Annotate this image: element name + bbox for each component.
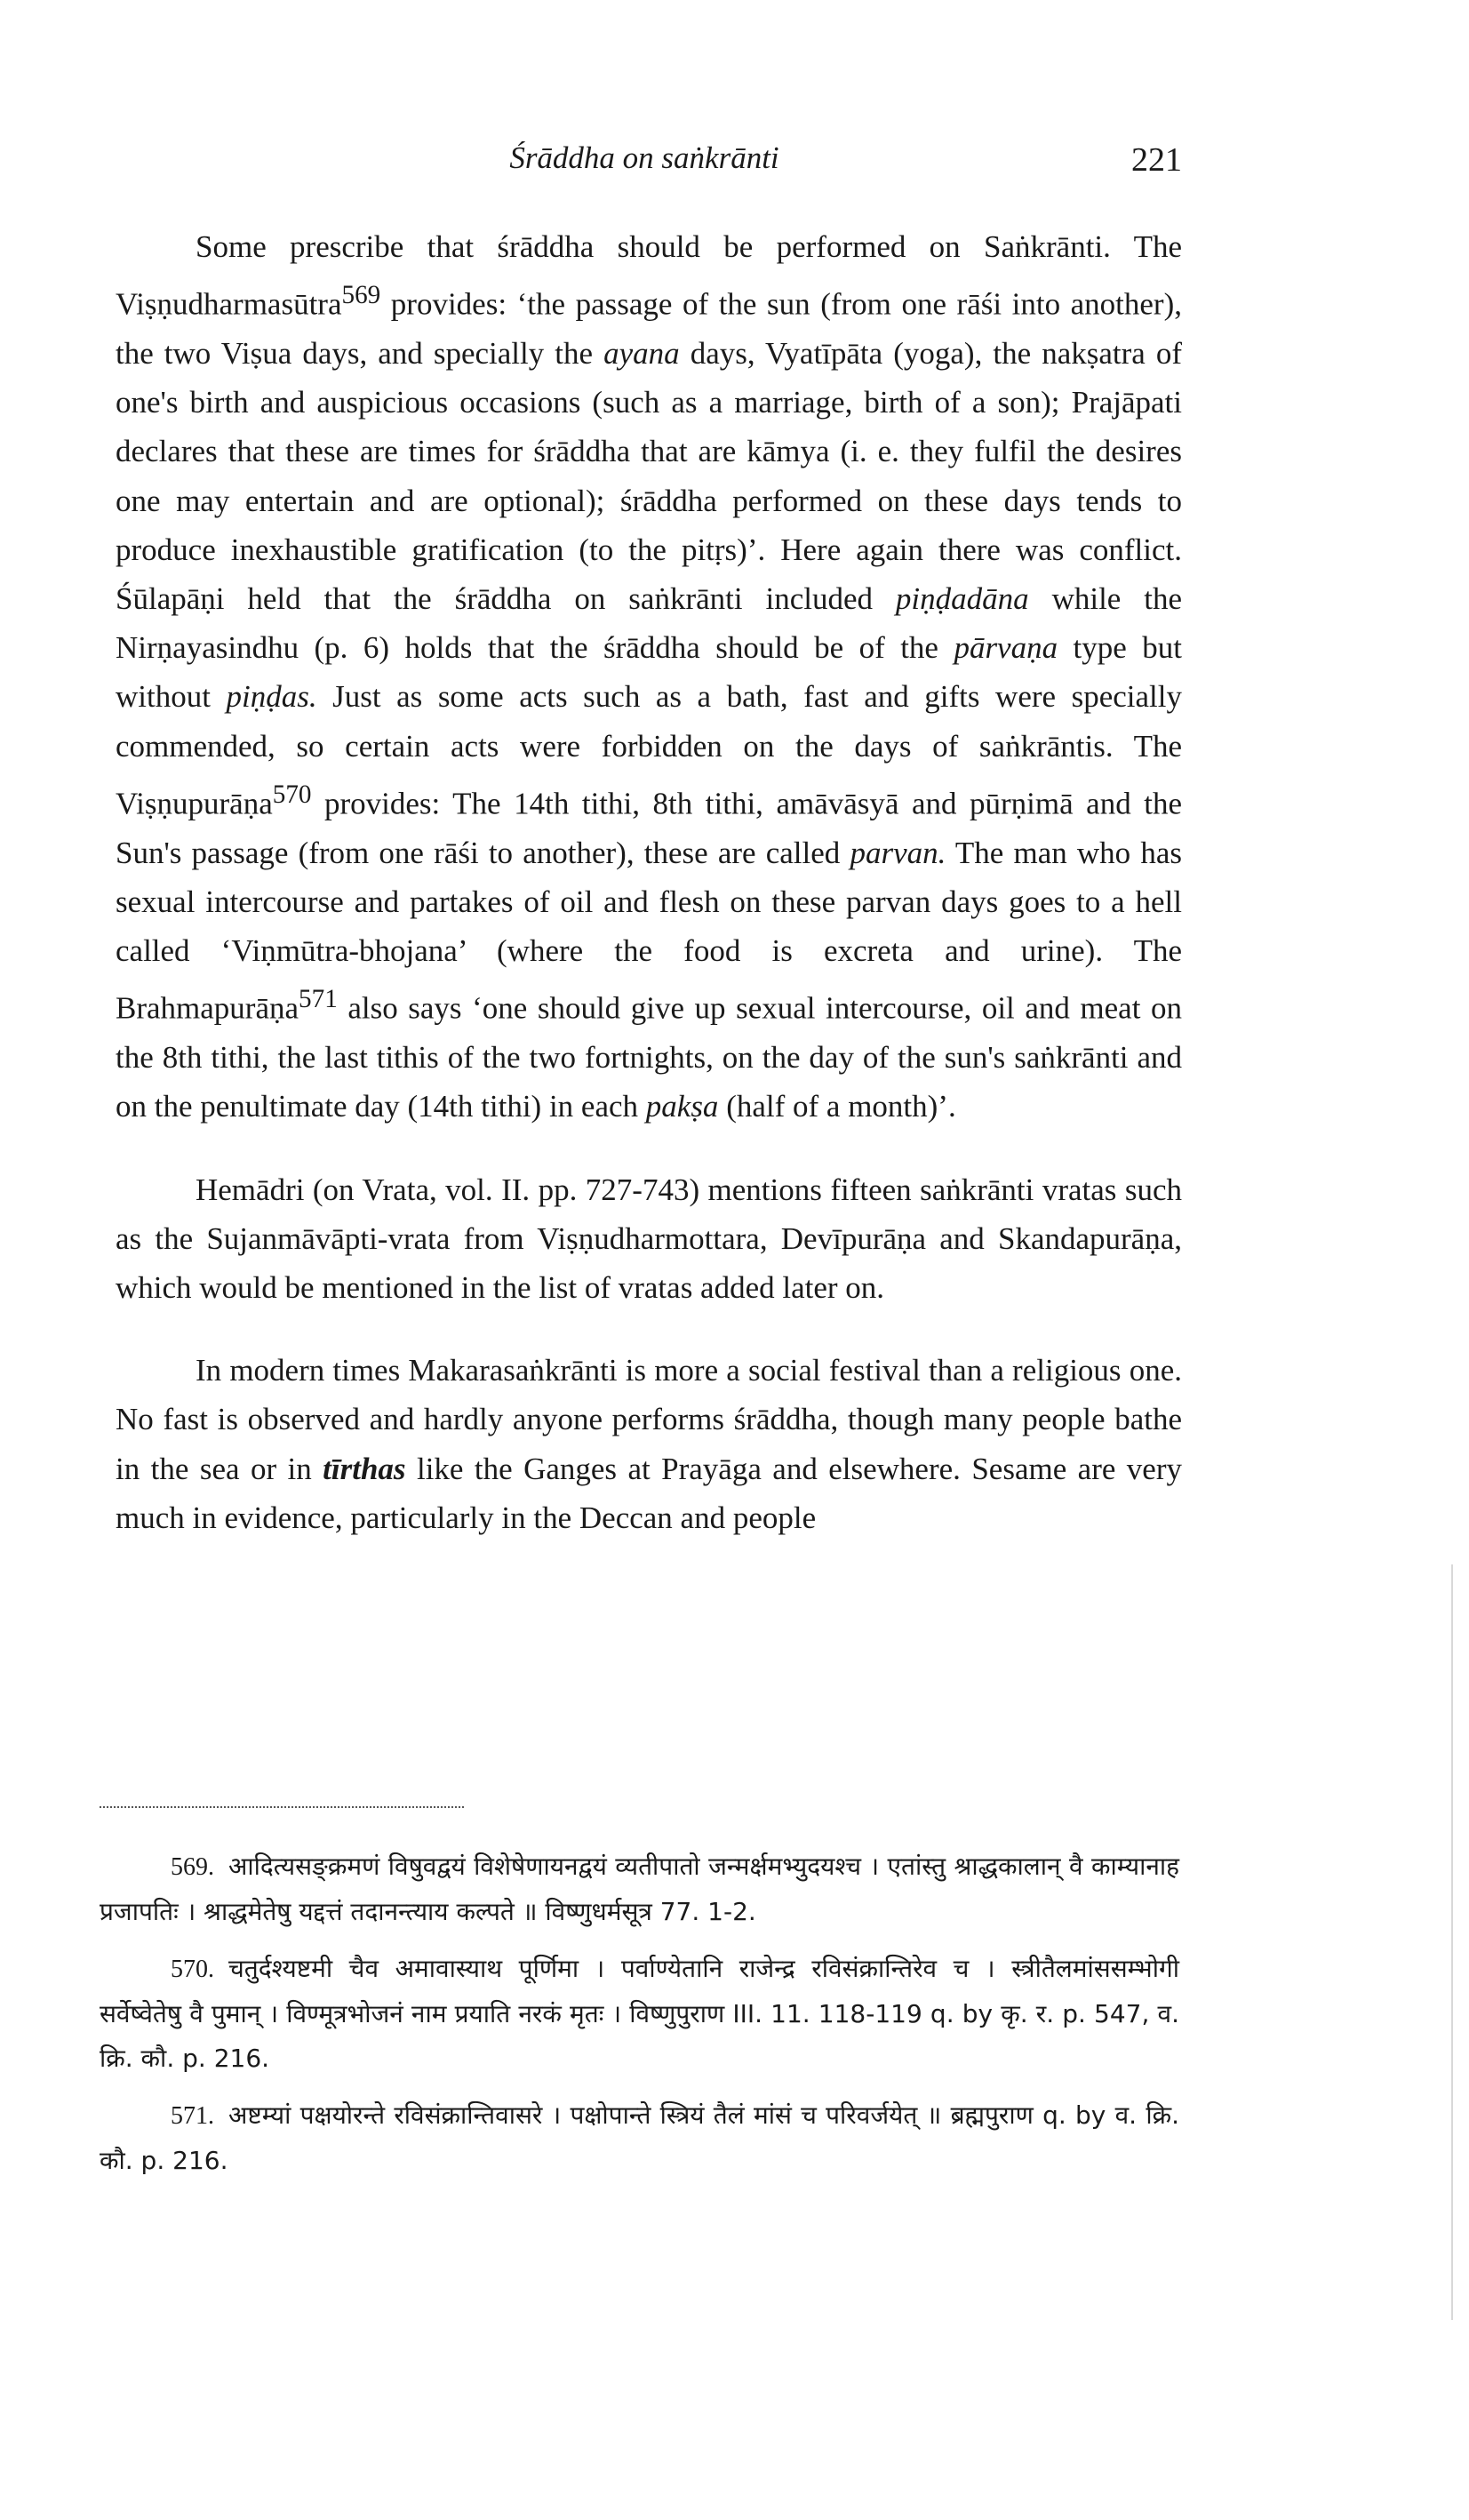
italic-term: tīrthas (323, 1451, 406, 1486)
italic-term: pakṣa (645, 1089, 719, 1124)
text-run: The man who has sexual intercourse and partakes of oil and flesh on these parvan days goes to a hell called ‘Viṇmūtra-bhojana’ (where the food is excreta and urine). The Brahmapurāṇa (116, 835, 1183, 1027)
text-run: like the Ganges at Prayāga and elsewhere. Sesame are very much in evidence, particularly in the Deccan and people (116, 1451, 1182, 1535)
footnote-text: अष्टम्यां पक्षयोरन्ते रविसंक्रान्तिवासरे । पक्षोपान्ते स्त्रियं तैलं मांसं च परिवर्जयेत् ॥ ब्रह्मपुराण q. by व. क्रि. कौ. p. 216. (100, 2100, 1179, 2175)
text-run: Hemādri (on Vrata, vol. II. pp. 727-743) mentions fifteen saṅkrānti vratas such as the Sujanmāvāpti-vrata from Viṣṇudharmottara, Devīpurāṇa and Skandapurāṇa, which would be mentioned in the list of vratas added later on. (116, 1172, 1182, 1306)
italic-term: ayana (603, 336, 680, 372)
text-run: provides: ‘the passage of the sun (from one rāśi into another), the two Viṣua days, and specially the (116, 286, 1182, 372)
paragraph (116, 222, 1182, 1132)
text-run: provides: The 14th tithi, 8th tithi, amāvāsyā and pūrṇimā and the Sun's passage (from one rāśi to another), these are called (116, 786, 1182, 870)
footnote-number: 571. (171, 2102, 214, 2130)
italic-term: parvan. (850, 835, 946, 870)
page-number: 221 (1131, 141, 1182, 179)
scan-edge-line (1451, 1564, 1453, 2320)
text-run: Some prescribe that śrāddha should be performed on Saṅkrānti. The Viṣṇudharmasūtra (116, 229, 1182, 322)
footnote-reference: 570 (272, 780, 312, 809)
running-title: Śrāddha on saṅkrānti (509, 140, 779, 175)
footnote-reference: 571 (299, 985, 338, 1014)
footnote-570 (100, 1947, 1179, 2081)
paragraph (116, 1165, 1182, 1313)
italic-term: piṇḍas. (226, 679, 317, 715)
footnote-divider (100, 1797, 464, 1808)
text-run: days, Vyatīpāta (yoga), the nakṣatra of one's birth and auspicious occasions (such as a marriage, birth of a son); Prajāpati declares that these are times for śrāddha that are kāmya (i. e. they fulfil the desires one may entertain and are optional); śrāddha performed on these days tends to produce inexhaustible gratification (to the pitṛs)’. Here again there was conflict. Śūlapāṇi held that the śrāddha on saṅkrānti included (116, 336, 1182, 617)
text-run: while the Nirṇayasindhu (p. 6) holds that the śrāddha should be of the (116, 581, 1182, 666)
footnotes (100, 1844, 1179, 2196)
footnote-571 (100, 2093, 1179, 2183)
footnote-number: 570. (171, 1956, 214, 1983)
main-text (116, 222, 1182, 1542)
footnote-reference: 569 (341, 281, 381, 310)
footnote-number: 569. (171, 1853, 214, 1881)
text-run: Just as some acts such as a bath, fast and gifts were specially commended, so certain acts were forbidden on the days of saṅkrāntis. The Viṣṇupurāṇa (116, 679, 1182, 821)
text-run: (half of a month)’. (718, 1089, 956, 1124)
footnote-569 (100, 1844, 1179, 1934)
text-run: type but without (116, 630, 1182, 715)
footnote-text: चतुर्दश्यष्टमी चैव अमावास्याथ पूर्णिमा । पर्वाण्येतानि राजेन्द्र रविसंक्रान्तिरेव च । स्त्रीतैलमांससम्भोगी सर्वेष्वेतेषु वै पुमान् । विण्मूत्रभोजनं नाम प्रयाति नरकं मृतः । विष्णुपुराण III. 11. 118-119 q. by कृ. र. p. 547, व. क्रि. कौ. p. 216. (100, 1954, 1179, 2073)
italic-term: pārvaṇa (954, 630, 1058, 666)
paragraph (116, 1346, 1182, 1542)
text-run: also says ‘one should give up sexual intercourse, oil and meat on the 8th tithi, the last tithis of the two fortnights, on the day of the sun's saṅkrānti and on the penultimate day (14th tithi) in each (116, 991, 1182, 1124)
text-run: In modern times Makarasaṅkrānti is more a social festival than a religious one. No fast is observed and hardly anyone performs śrāddha, though many people bathe in the sea or in (116, 1353, 1182, 1486)
page-header (107, 133, 1182, 187)
footnote-text: आदित्यसङ्क्रमणं विषुवद्वयं विशेषेणायनद्वयं व्यतीपातो जन्मर्क्षमभ्युदयश्च । एतांस्तु श्राद्धकालान् वै काम्यानाह प्रजापतिः । श्राद्धमेतेषु यद्दत्तं तदानन्त्याय कल्पते ॥ विष्णुधर्मसूत्र 77. 1-2. (100, 1852, 1179, 1926)
italic-term: piṇḍadāna (895, 581, 1029, 617)
